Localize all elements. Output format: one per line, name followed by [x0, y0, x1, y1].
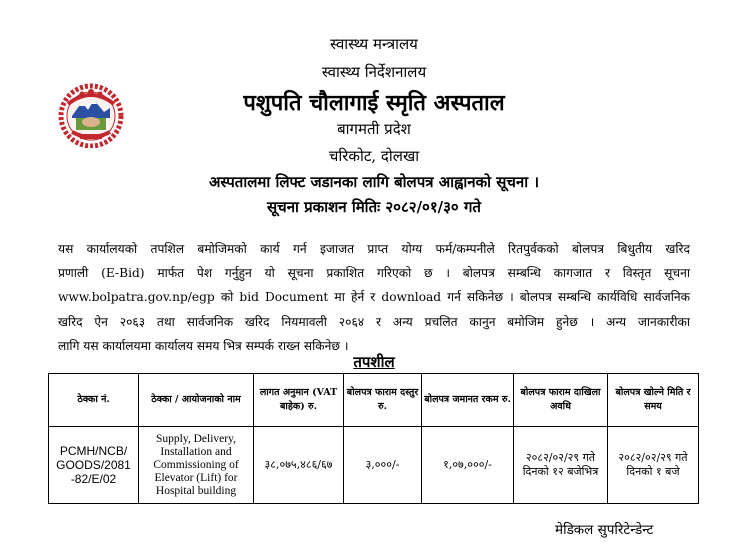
cell-submission-period: २०८२/०२/२९ गते दिनको १२ बजेभित्र [514, 427, 608, 504]
cell-cost-estimate: ३८,०७५,४८६/६७ [254, 427, 344, 504]
notice-body-line: प्रणाली (E-Bid) मार्फत पेश गर्नुहुन यो सूचना प्रकाशित गरिएको छ । बोलपत्र सम्बन्धि कागजात र विस्तृत सूचना [58, 266, 690, 281]
cell-contract-no: PCMH/NCB/ GOODS/2081 -82/E/02 [49, 427, 139, 504]
cell-form-fee: ३,०००/- [344, 427, 422, 504]
tender-table [48, 373, 699, 504]
cell-work-name: Supply, Delivery, Installation and Commissioning of Elevator (Lift) for Hospital building [139, 427, 254, 504]
table-row [49, 427, 699, 504]
header-contract-no: ठेक्का नं. [49, 374, 139, 427]
publication-date: सूचना प्रकाशन मितिः २०८२/०१/३० गते [267, 198, 481, 216]
header-opening-date: बोलपत्र खोल्ने मिति र समय [608, 374, 699, 427]
signature-title: मेडिकल सुपरिटेन्डेन्ट [555, 522, 654, 538]
cell-bid-security: १,०७,०००/- [422, 427, 514, 504]
header-work-name: ठेक्का / आयोजनाको नाम [139, 374, 254, 427]
hospital-location: चरिकोट, दोलखा [328, 147, 420, 165]
province-name: बागमती प्रदेश [337, 120, 411, 138]
details-heading: तपशील [353, 353, 395, 371]
header-cost-estimate: लागत अनुमान (VAT बाहेक) रु. [254, 374, 344, 427]
hospital-name: पशुपति चौलागाई स्मृति अस्पताल [243, 90, 505, 116]
ministry-title: स्वास्थ्य मन्त्रालय [330, 35, 418, 53]
header-bid-security: बोलपत्र जमानत रकम रु. [422, 374, 514, 427]
notice-title: अस्पतालमा लिफ्ट जडानका लागि बोलपत्र आह्वानको सूचना । [208, 173, 540, 191]
notice-body-line: खरिद ऐन २०६३ तथा सार्वजनिक खरिद नियमावली २०६४ र अन्य प्रचलित कानुन बमोजिम हुनेछ । अन्य जानकारीका [58, 314, 690, 329]
directorate-title: स्वास्थ्य निर्देशनालय [321, 63, 427, 81]
notice-body-line: www.bolpatra.gov.np/egp को bid Document मा हेर्न र download गर्न सकिनेछ । बोलपत्र सम्बन्धि कार्यविधि सार्वजनिक [58, 290, 690, 305]
cell-opening-date: २०८२/०२/२९ गते दिनको १ बजे [608, 427, 699, 504]
table-header-row [49, 374, 699, 427]
notice-body-line: यस कार्यालयको तपशिल बमोजिमको कार्य गर्न इजाजत प्राप्त योग्य फर्म/कम्पनीले रितपुर्वकको बोलपत्र बिधुतीय खरिद [58, 242, 690, 256]
notice-body-line: लागि यस कार्यालयमा कार्यालय समय भित्र सम्पर्क राख्न सकिनेछ । [58, 338, 349, 353]
header-submission-period: बोलपत्र फाराम दाखिला अवधि [514, 374, 608, 427]
header-form-fee: बोलपत्र फाराम दस्तुर रु. [344, 374, 422, 427]
notice-body [58, 237, 690, 358]
